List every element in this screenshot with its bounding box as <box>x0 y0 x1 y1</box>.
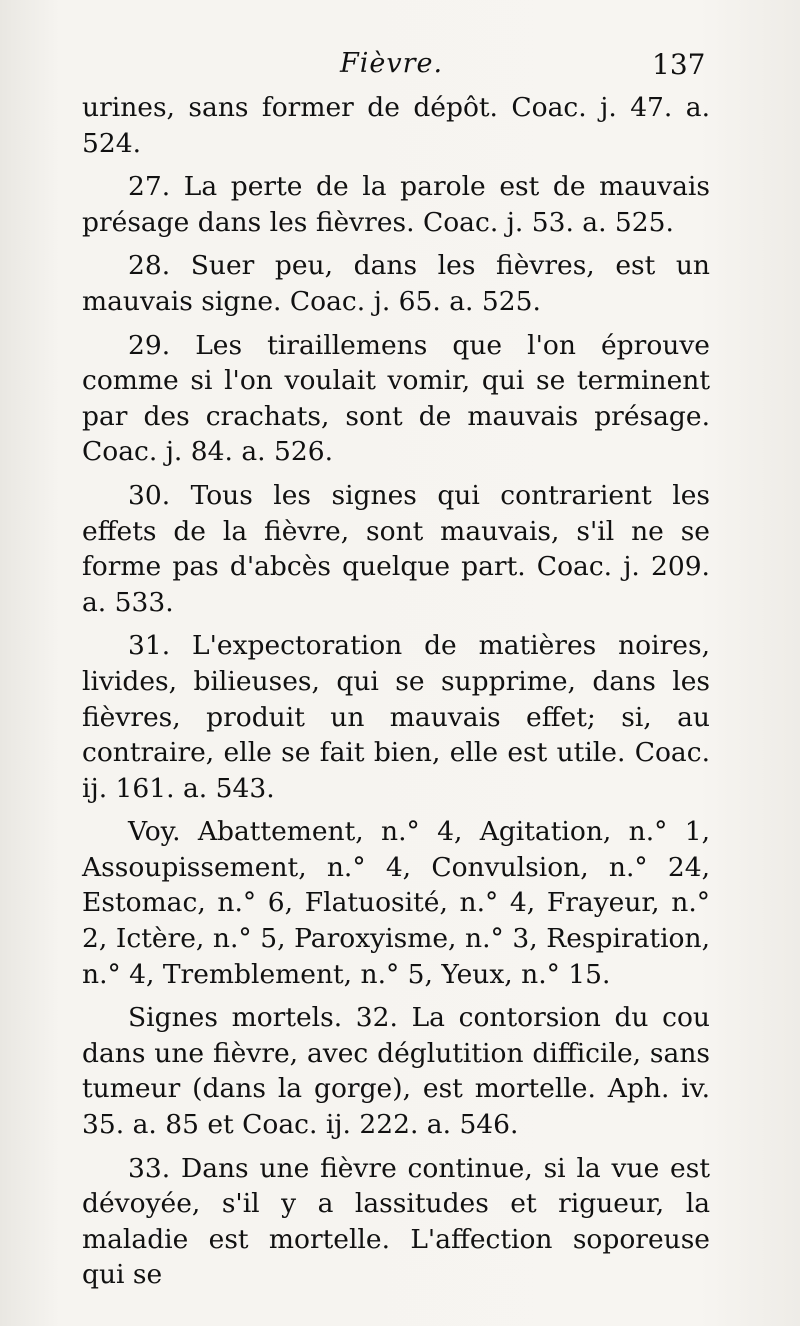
page-header <box>0 48 800 88</box>
paragraph-31: 31. L'expectoration de matières noires, livides, bilieuses, qui se supprime, dans les fièvres, produit un mauvais effet; si, au contraire, elle se fait bien, elle est utile. Coac. ij. 161. a. 543. <box>82 630 710 804</box>
paragraph-29: 29. Les tiraillemens que l'on éprouve comme si l'on voulait vomir, qui se terminent par des crachats, sont de mauvais présage. Coac. j. 84. a. 526. <box>82 329 710 468</box>
paragraph-30: 30. Tous les signes qui contrarient les effets de la fièvre, sont mauvais, s'il ne se forme pas d'abcès quelque part. Coac. j. 209. a. 533. <box>82 479 710 618</box>
paragraph-33: 33. Dans une fièvre continue, si la vue est dévoyée, s'il y a lassitudes et rigueur, la maladie est mortelle. L'affection soporeuse qui se <box>82 1152 710 1291</box>
paragraph-voyez: Voy. Abattement, n.° 4, Agitation, n.° 1, Assoupissement, n.° 4, Convulsion, n.° 24, Estomac, n.° 6, Flatuosité, n.° 4, Frayeur, n.° 2, Ictère, n.° 5, Paroxyisme, n.° 3, Respiration, n.° 4, Tremblement, n.° 5, Yeux, n.° 15. <box>82 816 710 990</box>
paragraph-27: 27. La perte de la parole est de mauvais présage dans les fièvres. Coac. j. 53. a. 525. <box>82 171 710 238</box>
running-title: Fièvre. <box>340 48 444 79</box>
page-number: 137 <box>652 48 706 81</box>
paragraph-28: 28. Suer peu, dans les fièvres, est un mauvais signe. Coac. j. 65. a. 525. <box>82 250 710 317</box>
paragraph-32: Signes mortels. 32. La contorsion du cou dans une fièvre, avec déglutition difficile, sans tumeur (dans la gorge), est mortelle. Aph. iv. 35. a. 85 et Coac. ij. 222. a. 546. <box>82 1002 710 1141</box>
page-body <box>82 90 710 1293</box>
paragraph-continuation: urines, sans former de dépôt. Coac. j. 47. a. 524. <box>82 92 710 159</box>
